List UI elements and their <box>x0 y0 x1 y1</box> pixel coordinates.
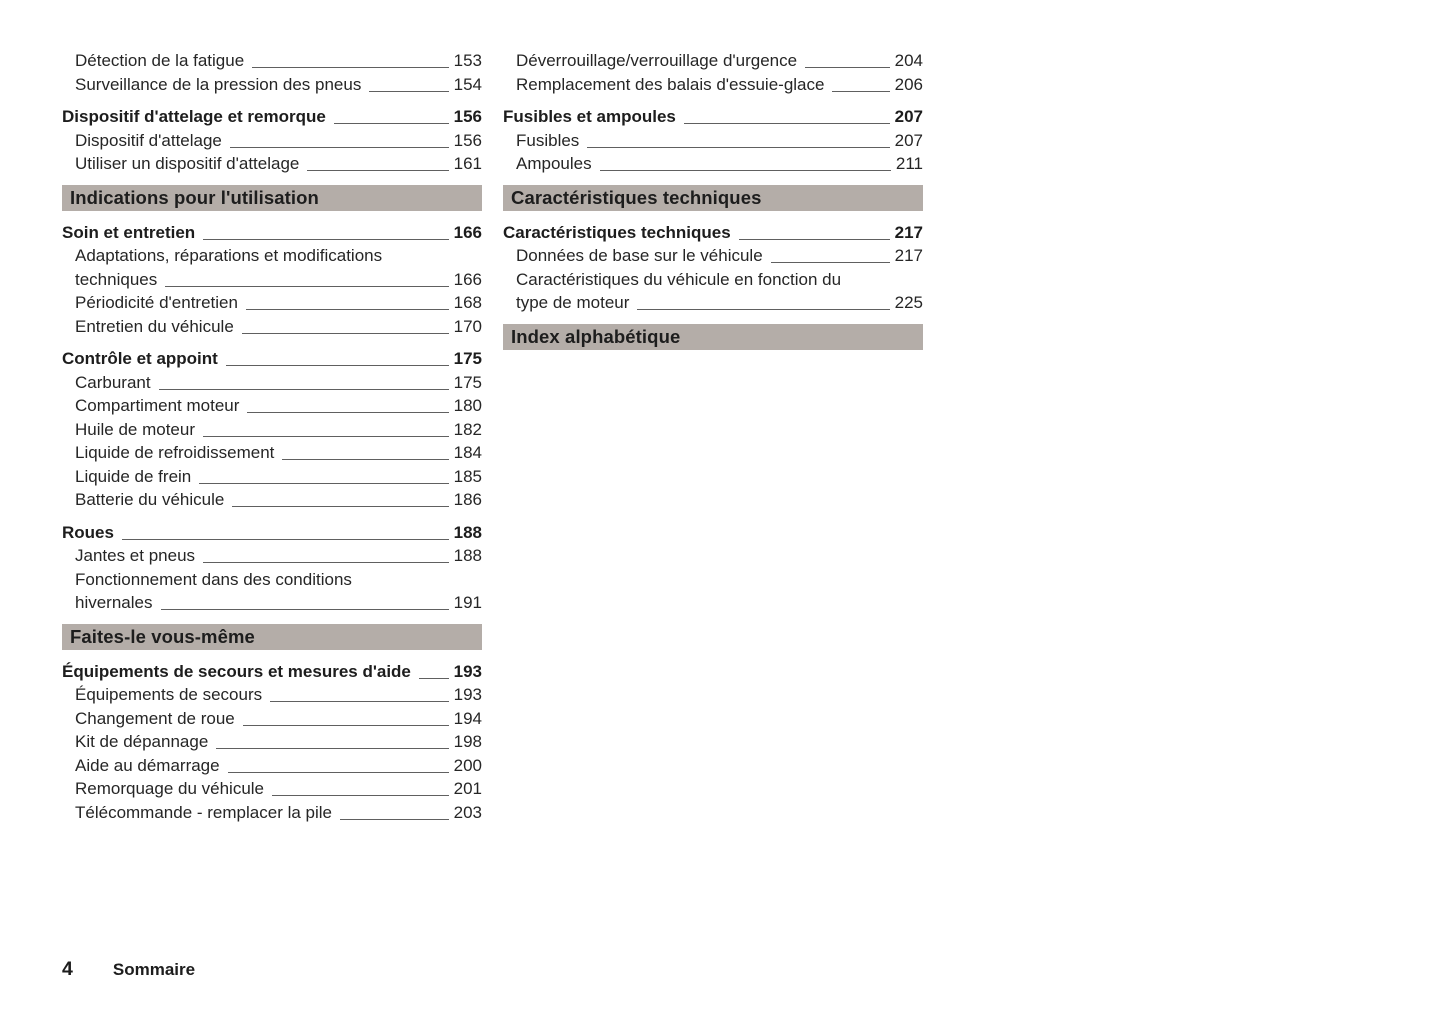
toc-entry <box>503 49 923 73</box>
leader-line <box>232 506 448 507</box>
toc-entry-label: Télécommande - remplacer la pile <box>75 802 332 822</box>
leader-line <box>252 67 448 68</box>
toc-entry-label: Données de base sur le véhicule <box>516 246 763 265</box>
toc-entry <box>62 707 482 731</box>
toc-entry-label: Liquide de frein <box>75 466 192 486</box>
leader-line <box>684 123 890 124</box>
toc-entry-label: Dispositif d'attelage et remorque <box>62 107 326 126</box>
leader-line <box>334 123 449 124</box>
leader-line <box>282 459 448 460</box>
toc-entry <box>62 105 482 129</box>
toc-entry-page-number: 206 <box>894 74 923 94</box>
toc-entry-label: Ampoules <box>516 154 592 173</box>
toc-entry-page-number: 225 <box>894 293 923 312</box>
leader-line <box>228 772 449 773</box>
toc-group <box>62 660 482 825</box>
toc-entry-page-number: 204 <box>894 51 923 70</box>
toc-entry-page-number: 217 <box>894 222 923 242</box>
leader-line <box>199 483 448 484</box>
toc-entry-label: Changement de roue <box>75 708 235 728</box>
leader-line <box>226 365 449 366</box>
toc-entry-label: Déverrouillage/verrouillage d'urgence <box>516 51 798 70</box>
toc-entry-page-number: 200 <box>453 755 482 775</box>
toc-entry-page-number: 182 <box>453 419 482 439</box>
leader-line <box>247 412 448 413</box>
toc-entry <box>62 730 482 754</box>
toc-entry <box>62 394 482 418</box>
leader-line <box>771 262 890 263</box>
toc-entry <box>62 441 482 465</box>
toc-entry-page-number: 201 <box>453 779 482 798</box>
toc-entry-label: Fusibles <box>516 130 580 150</box>
toc-group <box>503 49 923 96</box>
toc-entry-wrap-line: Caractéristiques du véhicule en fonction du <box>516 269 842 289</box>
toc-row <box>62 707 482 731</box>
toc-entry <box>62 568 482 615</box>
toc-entry-page-number: 170 <box>453 316 482 336</box>
toc-entry <box>62 488 482 512</box>
toc-entry-page-number: 184 <box>453 443 482 462</box>
toc-entry-label: Fusibles et ampoules <box>503 107 676 126</box>
leader-line <box>832 91 889 92</box>
section-header: Indications pour l'utilisation <box>62 185 482 211</box>
toc-group <box>62 347 482 512</box>
toc-group <box>62 521 482 615</box>
toc-entry-label: Équipements de secours <box>75 685 263 704</box>
toc-entry-label: Kit de dépannage <box>75 732 209 751</box>
toc-entry <box>62 315 482 339</box>
toc-entry <box>62 465 482 489</box>
toc-entry <box>503 152 923 176</box>
toc-row <box>503 73 923 97</box>
toc-row <box>62 465 482 489</box>
toc-group <box>62 105 482 176</box>
toc-entry <box>62 754 482 778</box>
toc-entry <box>62 683 482 707</box>
toc-entry-page-number: 207 <box>894 130 923 150</box>
toc-group <box>503 105 923 176</box>
toc-entry-label: Jantes et pneus <box>75 546 196 565</box>
toc-entry-label: Périodicité d'entretien <box>75 293 238 312</box>
toc-row <box>62 730 482 754</box>
toc-entry <box>62 291 482 315</box>
toc-entry <box>62 347 482 371</box>
toc-entry-page-number: 198 <box>453 732 482 751</box>
toc-entry-page-number: 188 <box>453 522 482 542</box>
toc-row <box>62 268 482 292</box>
leader-line <box>122 539 449 540</box>
toc-entry-label: Huile de moteur <box>75 419 196 439</box>
toc-entry-label: Utiliser un dispositif d'attelage <box>75 154 300 173</box>
toc-row <box>62 441 482 465</box>
toc-row <box>62 347 482 371</box>
toc-row <box>503 129 923 153</box>
toc-entry-label: Remorquage du véhicule <box>75 779 265 798</box>
toc-entry-label: Roues <box>62 522 114 542</box>
toc-entry-page-number: 207 <box>894 107 923 126</box>
leader-line <box>739 239 890 240</box>
toc-entry-page-number: 193 <box>453 685 482 704</box>
toc-entry <box>62 129 482 153</box>
toc-entry-page-number: 166 <box>453 269 482 289</box>
toc-entry <box>62 49 482 73</box>
leader-line <box>165 286 448 287</box>
leader-line <box>203 562 449 563</box>
toc-entry <box>503 73 923 97</box>
toc-entry-label: Aide au démarrage <box>75 755 220 775</box>
toc-entry-page-number: 156 <box>453 130 482 150</box>
toc-entry-label: Entretien du véhicule <box>75 316 234 336</box>
toc-entry-page-number: 166 <box>453 222 482 242</box>
toc-entry-page-number: 188 <box>453 546 482 565</box>
toc-row <box>503 221 923 245</box>
toc-entry <box>62 221 482 245</box>
leader-line <box>600 170 891 171</box>
toc-entry-page-number: 186 <box>453 490 482 509</box>
toc-row <box>62 801 482 825</box>
leader-line <box>587 147 889 148</box>
toc-entry <box>62 544 482 568</box>
section-header: Faites-le vous-même <box>62 624 482 650</box>
leader-line <box>230 147 449 148</box>
toc-entry <box>62 152 482 176</box>
toc-entry-label: Détection de la fatigue <box>75 51 245 70</box>
toc-entry <box>62 371 482 395</box>
leader-line <box>246 309 449 310</box>
toc-entry-label: Contrôle et appoint <box>62 349 218 368</box>
toc-group <box>503 221 923 315</box>
leader-line <box>216 748 448 749</box>
toc-entry-label: Carburant <box>75 372 151 392</box>
toc-row <box>62 73 482 97</box>
toc-entry-page-number: 175 <box>453 372 482 392</box>
page-footer <box>62 958 195 981</box>
toc-entry-page-number: 193 <box>453 661 482 681</box>
table-of-contents <box>62 49 923 833</box>
footer-section-title: Sommaire <box>112 960 196 979</box>
toc-entry-label: Soin et entretien <box>62 222 196 242</box>
leader-line <box>369 91 448 92</box>
toc-row <box>503 244 923 268</box>
toc-entry-page-number: 211 <box>895 154 923 173</box>
toc-entry-label: Liquide de refroidissement <box>75 443 275 462</box>
toc-row <box>62 129 482 153</box>
toc-entry-page-number: 175 <box>453 349 482 368</box>
toc-entry-page-number: 161 <box>453 154 482 173</box>
toc-entry <box>62 777 482 801</box>
section-header: Caractéristiques techniques <box>503 185 923 211</box>
toc-entry-label: Caractéristiques techniques <box>503 222 731 242</box>
toc-row <box>62 152 482 176</box>
toc-row <box>62 777 482 801</box>
toc-row <box>62 105 482 129</box>
toc-entry <box>62 73 482 97</box>
toc-entry-page-number: 203 <box>453 802 482 822</box>
toc-entry-wrap-line: Adaptations, réparations et modifications <box>75 246 383 265</box>
toc-entry-page-number: 191 <box>453 593 482 612</box>
toc-row <box>503 105 923 129</box>
toc-entry <box>62 801 482 825</box>
toc-entry-page-number: 153 <box>453 51 482 70</box>
toc-group <box>62 49 482 96</box>
toc-row <box>62 394 482 418</box>
toc-entry-page-number: 156 <box>453 107 482 126</box>
toc-entry <box>503 105 923 129</box>
toc-row <box>503 49 923 73</box>
toc-entry <box>503 129 923 153</box>
toc-row <box>62 544 482 568</box>
leader-line <box>159 389 449 390</box>
leader-line <box>161 609 449 610</box>
toc-entry <box>503 221 923 245</box>
toc-group <box>62 221 482 339</box>
toc-entry-page-number: 194 <box>453 708 482 728</box>
toc-entry-page-number: 185 <box>453 466 482 486</box>
leader-line <box>243 725 449 726</box>
leader-line <box>203 239 448 240</box>
leader-line <box>270 701 449 702</box>
toc-row <box>62 754 482 778</box>
leader-line <box>340 819 449 820</box>
toc-row <box>62 660 482 684</box>
toc-row <box>62 591 482 615</box>
leader-line <box>242 333 449 334</box>
toc-entry-page-number: 180 <box>453 396 482 415</box>
toc-entry-label: type de moteur <box>516 293 630 312</box>
toc-entry <box>503 244 923 268</box>
toc-entry-page-number: 217 <box>894 246 923 265</box>
leader-line <box>272 795 449 796</box>
toc-row <box>62 49 482 73</box>
toc-row <box>62 315 482 339</box>
toc-entry <box>62 244 482 291</box>
toc-entry-label: Surveillance de la pression des pneus <box>75 74 362 94</box>
toc-row <box>62 221 482 245</box>
toc-entry <box>62 418 482 442</box>
toc-entry-label: Dispositif d'attelage <box>75 130 222 150</box>
toc-row <box>62 291 482 315</box>
leader-line <box>805 67 890 68</box>
toc-row <box>62 371 482 395</box>
section-header: Index alphabétique <box>503 324 923 350</box>
toc-entry <box>503 268 923 315</box>
toc-entry-label: Batterie du véhicule <box>75 490 225 509</box>
toc-row <box>62 521 482 545</box>
toc-row <box>62 683 482 707</box>
toc-entry <box>62 521 482 545</box>
toc-row <box>62 488 482 512</box>
toc-row <box>62 418 482 442</box>
toc-row <box>503 291 923 315</box>
toc-entry-label: Compartiment moteur <box>75 396 240 415</box>
toc-row <box>503 152 923 176</box>
toc-entry-page-number: 154 <box>453 74 482 94</box>
toc-column-1 <box>62 49 482 833</box>
toc-entry-label: Équipements de secours et mesures d'aide <box>62 661 411 681</box>
toc-entry-page-number: 168 <box>453 293 482 312</box>
toc-entry-label: hivernales <box>75 593 153 612</box>
toc-column-2 <box>503 49 923 833</box>
leader-line <box>203 436 449 437</box>
leader-line <box>637 309 889 310</box>
toc-entry <box>62 660 482 684</box>
leader-line <box>419 678 449 679</box>
page-number: 4 <box>62 958 73 980</box>
toc-entry-label: techniques <box>75 269 158 289</box>
toc-entry-label: Remplacement des balais d'essuie-glace <box>516 74 825 94</box>
toc-entry-wrap-line: Fonctionnement dans des conditions <box>75 569 352 589</box>
leader-line <box>307 170 448 171</box>
